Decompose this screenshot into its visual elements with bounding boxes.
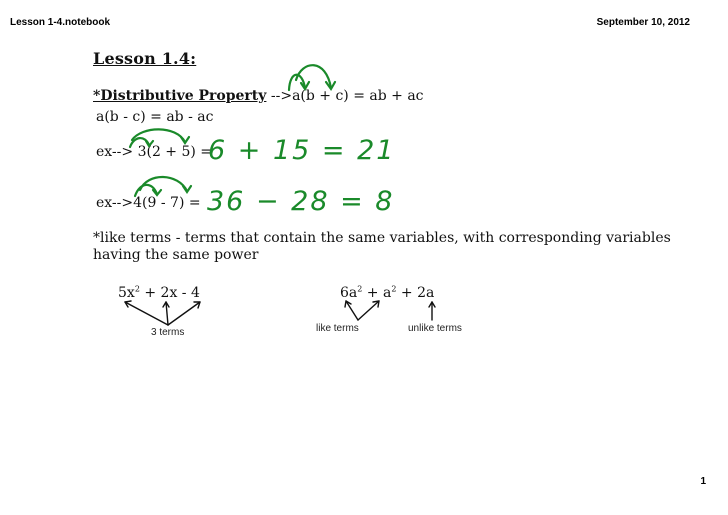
unlike-terms-note: unlike terms (408, 323, 462, 334)
example-1-handwritten-answer: 6 + 15 = 21 (208, 135, 396, 166)
expression-2-exponent-2: 2 (391, 284, 397, 294)
document-date: September 10, 2012 (596, 17, 690, 28)
lesson-title: Lesson 1.4: (93, 49, 197, 68)
expression-1-rest: + 2x - 4 (139, 285, 200, 301)
like-terms-arrows (345, 301, 379, 320)
example-2: ex-->4(9 - 7) = (96, 195, 201, 211)
distribution-arrows-example-2 (135, 177, 191, 196)
distribution-arrows-formula (289, 65, 335, 90)
expression-2-term-c: + 2a (396, 285, 435, 301)
example-2-handwritten-answer: 36 − 28 = 8 (207, 186, 395, 217)
example-1: ex--> 3(2 + 5) = (96, 144, 213, 160)
unlike-terms-arrow (429, 302, 435, 320)
expression-1-term-a: 5x (118, 285, 135, 301)
expression-2-term-b: + a (362, 285, 392, 301)
expression-2 (340, 285, 434, 301)
page-number: 1 (700, 476, 706, 487)
three-terms-arrows (125, 301, 200, 325)
document-filename: Lesson 1-4.notebook (10, 17, 111, 28)
expression-2-term-a: 6a (340, 285, 358, 301)
distributive-property-label: *Distributive Property (93, 88, 267, 104)
distributive-property-line (93, 88, 424, 104)
subtraction-formula: a(b - c) = ab - ac (96, 109, 214, 125)
expression-1 (118, 285, 200, 301)
like-terms-note: like terms (316, 323, 359, 334)
distributive-property-formula: -->a(b + c) = ab + ac (266, 88, 424, 104)
expression-2-exponent-1: 2 (357, 284, 363, 294)
like-terms-definition-line-2: having the same power (93, 247, 259, 263)
expression-1-exponent: 2 (134, 284, 140, 294)
like-terms-definition-line-1: *like terms - terms that contain the same variables, with corresponding variables (93, 230, 671, 246)
three-terms-note: 3 terms (151, 327, 185, 338)
